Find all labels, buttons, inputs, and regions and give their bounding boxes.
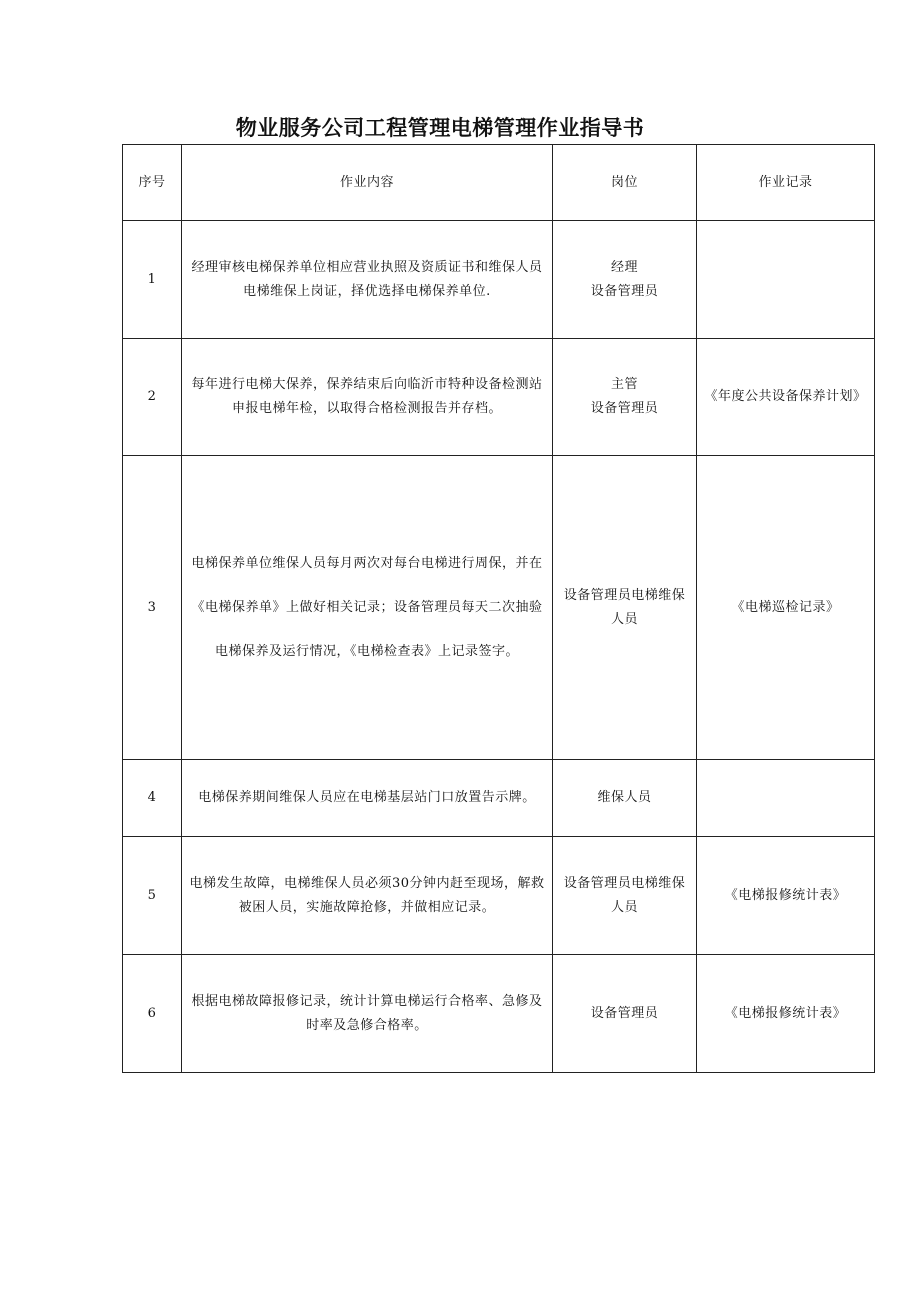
- row-record: 《年度公共设备保养计划》: [697, 339, 875, 456]
- row-position: 设备管理员电梯维保人员: [553, 837, 697, 955]
- row-position: 维保人员: [553, 760, 697, 837]
- row-content: 经理审核电梯保养单位相应营业执照及资质证书和维保人员电梯维保上岗证，择优选择电梯保养单位.: [182, 221, 553, 339]
- row-content: 电梯保养单位维保人员每月两次对每台电梯进行周保，并在《电梯保养单》上做好相关记录；设备管理员每天二次抽验电梯保养及运行情况，《电梯检查表》上记录签字。: [182, 456, 553, 760]
- row-content: 电梯发生故障，电梯维保人员必须30分钟内赶至现场，解救被困人员，实施故障抢修，并做相应记录。: [182, 837, 553, 955]
- row-content: 每年进行电梯大保养，保养结束后向临沂市特种设备检测站申报电梯年检，以取得合格检测报告并存档。: [182, 339, 553, 456]
- row-index: 1: [123, 221, 182, 339]
- row-index: 5: [123, 837, 182, 955]
- table-header-row: [123, 145, 875, 221]
- row-record: 《电梯报修统计表》: [697, 837, 875, 955]
- row-index: 3: [123, 456, 182, 760]
- document-title: 物业服务公司工程管理电梯管理作业指导书: [235, 116, 645, 140]
- row-position: 设备管理员: [553, 955, 697, 1073]
- work-guide-table: [122, 144, 875, 1073]
- table-row: [123, 955, 875, 1073]
- header-position: 岗位: [553, 145, 697, 221]
- row-record: 《电梯巡检记录》: [697, 456, 875, 760]
- row-index: 6: [123, 955, 182, 1073]
- row-record: 《电梯报修统计表》: [697, 955, 875, 1073]
- row-position: 经理 设备管理员: [553, 221, 697, 339]
- table-row: [123, 760, 875, 837]
- table-row: [123, 837, 875, 955]
- row-content: 根据电梯故障报修记录，统计计算电梯运行合格率、急修及时率及急修合格率。: [182, 955, 553, 1073]
- row-index: 2: [123, 339, 182, 456]
- row-record: [697, 760, 875, 837]
- table-row: [123, 456, 875, 760]
- header-record: 作业记录: [697, 145, 875, 221]
- table-row: [123, 339, 875, 456]
- row-record: [697, 221, 875, 339]
- row-position: 设备管理员电梯维保人员: [553, 456, 697, 760]
- header-content: 作业内容: [182, 145, 553, 221]
- row-index: 4: [123, 760, 182, 837]
- row-position: 主管 设备管理员: [553, 339, 697, 456]
- table-row: [123, 221, 875, 339]
- header-index: 序号: [123, 145, 182, 221]
- row-content: 电梯保养期间维保人员应在电梯基层站门口放置告示牌。: [182, 760, 553, 837]
